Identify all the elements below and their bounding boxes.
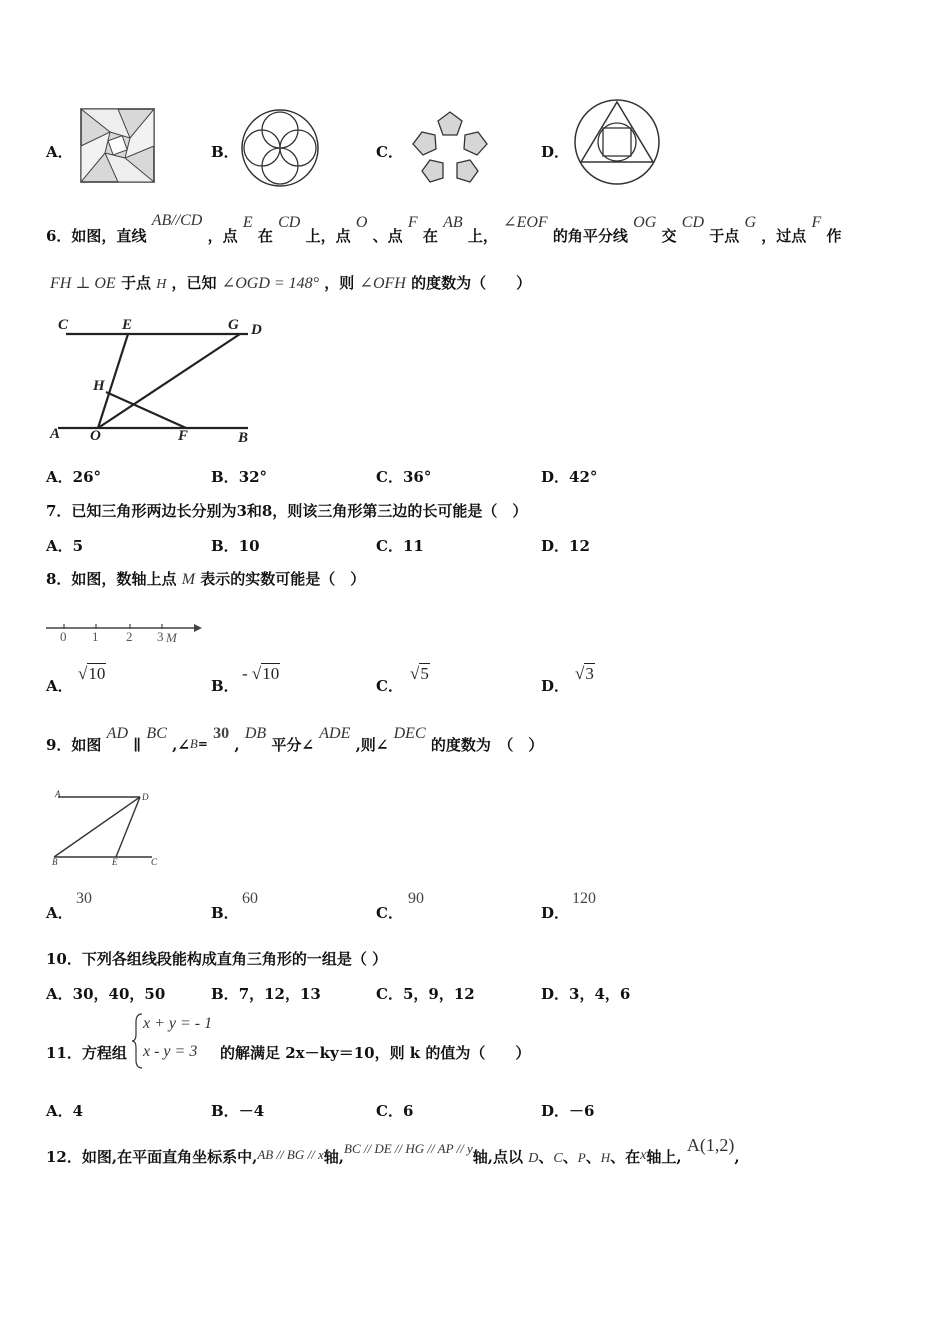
q11-option-b: B．－4 <box>211 1102 265 1120</box>
q6-stem-line1: 6．如图，直线 AB//CD ，点 E 在 CD 上，点 O 、点 F 在 AB 上， ∠EOF 的角平分线 OG 交 CD 于点 G ，过点 F 作 <box>46 212 842 245</box>
q9-option-c-label: C． <box>376 904 403 922</box>
q7-option-b: B．10 <box>211 537 260 555</box>
q6-figure <box>48 310 278 450</box>
q8-option-d-label: D． <box>541 677 570 695</box>
number-line-point-m: M <box>166 630 177 645</box>
q6-fig-label-a: A <box>50 426 61 442</box>
q11-option-a: A．4 <box>46 1102 84 1120</box>
q9-stem: 9．如图 AD ∥ BC $,\angle B_=$ 30 , DB 平分∠ ADE ,则∠ DEC 的度数为 （ ） <box>46 725 544 754</box>
q9-option-d-label: D． <box>541 904 570 922</box>
q6-option-c: C．36° <box>376 468 432 486</box>
q7-option-d: D．12 <box>541 537 590 555</box>
q12-stem: 12．如图,在平面直角坐标系中,AB // BG // x轴,BC // DE // HG // AP // y轴,点以 D、C、P、H、在x轴上, A(1,2), <box>46 1135 740 1166</box>
number-line-tick-0: 0 <box>60 629 67 644</box>
pinwheel-square-figure <box>80 108 156 184</box>
q8-option-c-label: C． <box>376 677 403 695</box>
q9-option-b-label: B． <box>211 904 239 922</box>
q10-option-c: C．5，9，12 <box>376 985 475 1003</box>
q9-option-a-label: A． <box>46 904 73 922</box>
pentagon-ring-figure <box>408 108 492 186</box>
q9-fig-label-b: B <box>52 857 58 867</box>
four-petal-circle-figure <box>240 108 320 188</box>
q6-stem-line2: FH ⊥ OE 于点 H ，已知 ∠OGD = 148° ，则 ∠OFH 的度数为（ ） <box>50 274 532 292</box>
q9-fig-label-c: C <box>151 857 158 867</box>
q5-option-a-label: A． <box>46 143 73 161</box>
q6-fig-label-g: G <box>228 317 239 333</box>
q9-option-a-value: 30 <box>76 890 92 907</box>
q9-fig-label-e: E <box>112 857 118 867</box>
q8-option-a-label: A． <box>46 677 73 695</box>
number-line-tick-2: 2 <box>126 629 133 644</box>
q9-option-d-value: 120 <box>572 890 596 907</box>
q6-fig-label-f: F <box>178 428 189 444</box>
number-line-figure <box>44 617 204 647</box>
q9-option-b-value: 60 <box>242 890 258 907</box>
q6-option-b: B．32° <box>211 468 268 486</box>
q6-fig-label-o: O <box>90 428 101 444</box>
q10-option-d: D．3，4，6 <box>541 985 631 1003</box>
q9-fig-label-d: D <box>142 792 149 802</box>
q11-equation-1: x + y = - 1 <box>143 1015 213 1032</box>
q5-option-d-label: D． <box>541 143 570 161</box>
q6-option-d: D．42° <box>541 468 598 486</box>
q8-option-c-value: √5 <box>410 664 429 683</box>
q11-stem-suffix: 的解满足 2x－ky＝10，则 k 的值为（ ） <box>220 1044 531 1062</box>
q6-fig-label-h: H <box>93 378 105 394</box>
number-line-tick-1: 1 <box>92 629 99 644</box>
q8-option-d-value: √3 <box>575 664 594 683</box>
q7-stem: 7．已知三角形两边长分别为3和8，则该三角形第三边的长可能是（ ） <box>46 502 528 520</box>
q10-option-a: A．30，40，50 <box>46 985 166 1003</box>
q9-figure <box>48 788 168 870</box>
q11-system-brace <box>130 1012 144 1070</box>
q6-fig-label-e: E <box>122 317 133 333</box>
q8-option-b-value: - √10 <box>242 664 280 683</box>
q6-fig-label-b: B <box>238 430 249 446</box>
q11-equation-2: x - y = 3 <box>143 1043 198 1060</box>
q5-option-b-label: B． <box>211 143 239 161</box>
q7-option-c: C．11 <box>376 537 424 555</box>
q8-option-a-value: √10 <box>78 664 106 683</box>
q7-option-a: A．5 <box>46 537 84 555</box>
q11-option-d: D．－6 <box>541 1102 595 1120</box>
q9-option-c-value: 90 <box>408 890 424 907</box>
q6-option-a: A．26° <box>46 468 102 486</box>
q10-stem: 10．下列各组线段能构成直角三角形的一组是（ ） <box>46 950 388 968</box>
q10-option-b: B．7，12，13 <box>211 985 321 1003</box>
q6-fig-label-c: C <box>58 317 69 333</box>
q8-stem: 8．如图，数轴上点 M 表示的实数可能是（ ） <box>46 570 366 588</box>
q9-fig-label-a: A <box>55 789 61 799</box>
q8-option-b-label: B． <box>211 677 239 695</box>
circle-triangle-square-figure <box>572 98 662 186</box>
q5-option-c-label: C． <box>376 143 403 161</box>
number-line-tick-3: 3 <box>157 629 164 644</box>
q11-stem-prefix: 11．方程组 <box>46 1044 127 1062</box>
q6-fig-label-d: D <box>251 322 262 338</box>
q11-option-c: C．6 <box>376 1102 414 1120</box>
